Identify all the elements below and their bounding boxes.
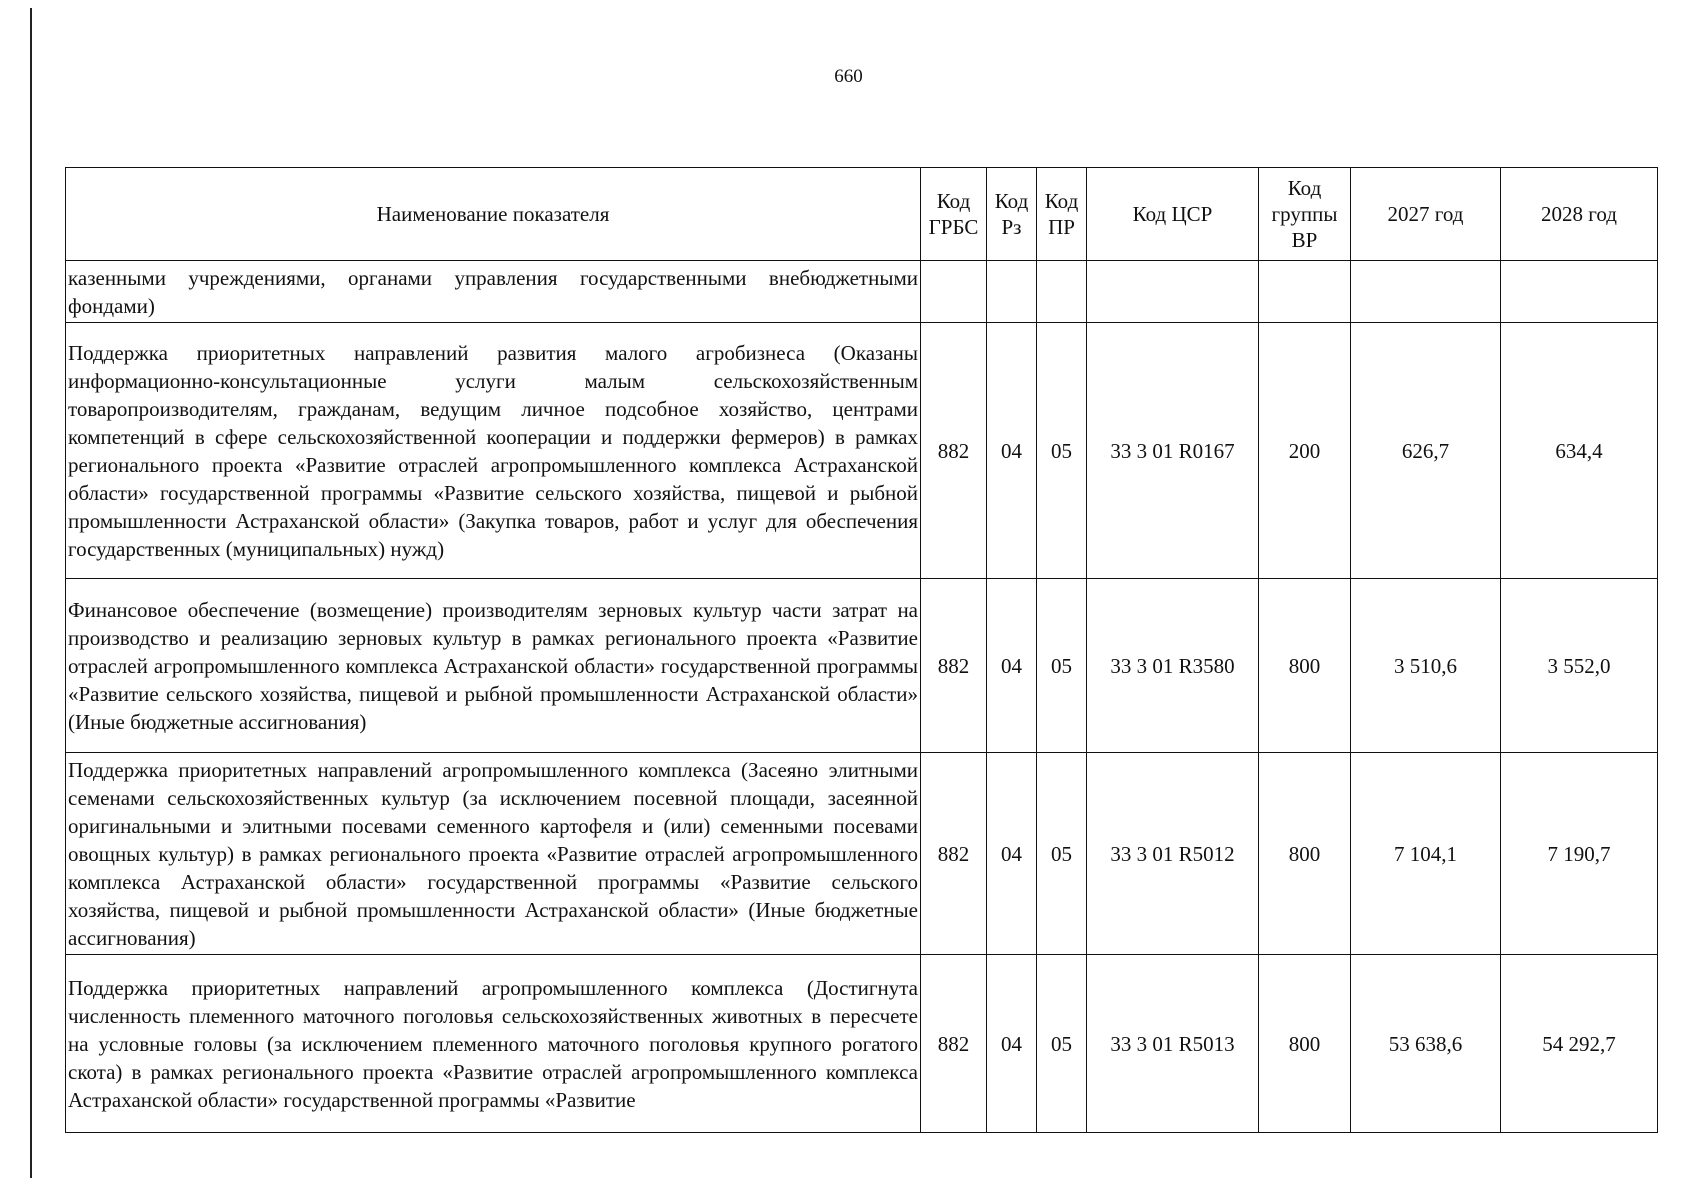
row-2028: 3 552,0	[1501, 579, 1658, 753]
row-2027: 53 638,6	[1351, 955, 1501, 1133]
header-csr: Код ЦСР	[1087, 168, 1259, 261]
row-name: Финансовое обеспечение (возмещение) производителям зерновых культур части затрат на производство и реализацию зерновых культур в рамках регионального проекта «Развитие отраслей агропромышленного комплекса Астраханской области» государственной программы «Развитие сельского хозяйства, пищевой и рыбной промышленности Астраханской области» (Иные бюджетные ассигнования)	[66, 579, 921, 753]
table-row	[66, 753, 1658, 955]
page-number: 660	[834, 66, 863, 87]
row-2027	[1351, 261, 1501, 323]
table-row	[66, 323, 1658, 579]
row-csr: 33 3 01 R5012	[1087, 753, 1259, 955]
row-2027: 7 104,1	[1351, 753, 1501, 955]
header-2028: 2028 год	[1501, 168, 1658, 261]
row-rz: 04	[987, 955, 1037, 1133]
row-vr: 800	[1259, 753, 1351, 955]
header-pr: Код ПР	[1037, 168, 1087, 261]
row-2028: 7 190,7	[1501, 753, 1658, 955]
row-vr: 800	[1259, 579, 1351, 753]
table-row	[66, 955, 1658, 1133]
row-grbs: 882	[921, 753, 987, 955]
row-rz	[987, 261, 1037, 323]
row-rz: 04	[987, 579, 1037, 753]
row-rz: 04	[987, 323, 1037, 579]
row-pr	[1037, 261, 1087, 323]
row-2028: 54 292,7	[1501, 955, 1658, 1133]
row-grbs	[921, 261, 987, 323]
row-pr: 05	[1037, 579, 1087, 753]
table-row	[66, 261, 1658, 323]
row-csr: 33 3 01 R3580	[1087, 579, 1259, 753]
header-vr: Код группы ВР	[1259, 168, 1351, 261]
row-grbs: 882	[921, 323, 987, 579]
table-header-row	[66, 168, 1658, 261]
row-2028: 634,4	[1501, 323, 1658, 579]
row-name: Поддержка приоритетных направлений агропромышленного комплекса (Достигнута численность племенного маточного поголовья сельскохозяйственных животных в пересчете на условные головы (за исключением племенного маточного поголовья крупного рогатого скота) в рамках регионального проекта «Развитие отраслей агропромышленного комплекса Астраханской области» государственной программы «Развитие	[66, 955, 921, 1133]
row-vr: 800	[1259, 955, 1351, 1133]
row-vr	[1259, 261, 1351, 323]
row-pr: 05	[1037, 323, 1087, 579]
row-pr: 05	[1037, 955, 1087, 1133]
row-csr	[1087, 261, 1259, 323]
row-name: Поддержка приоритетных направлений развития малого агробизнеса (Оказаны информационно-консультационные услуги малым сельскохозяйственным товаропроизводителям, гражданам, ведущим личное подсобное хозяйство, центрами компетенций в сфере сельскохозяйственной кооперации и поддержки фермеров) в рамках регионального проекта «Развитие отраслей агропромышленного комплекса Астраханской области» государственной программы «Развитие сельского хозяйства, пищевой и рыбной промышленности Астраханской области» (Закупка товаров, работ и услуг для обеспечения государственных (муниципальных) нужд)	[66, 323, 921, 579]
header-grbs: Код ГРБС	[921, 168, 987, 261]
header-name: Наименование показателя	[66, 168, 921, 261]
table-row	[66, 579, 1658, 753]
page-margin-line	[30, 8, 32, 1178]
row-name: казенными учреждениями, органами управления государственными внебюджетными фондами)	[66, 261, 921, 323]
row-rz: 04	[987, 753, 1037, 955]
row-vr: 200	[1259, 323, 1351, 579]
row-2027: 3 510,6	[1351, 579, 1501, 753]
row-csr: 33 3 01 R5013	[1087, 955, 1259, 1133]
row-csr: 33 3 01 R0167	[1087, 323, 1259, 579]
row-grbs: 882	[921, 955, 987, 1133]
header-rz: Код Рз	[987, 168, 1037, 261]
row-pr: 05	[1037, 753, 1087, 955]
row-2028	[1501, 261, 1658, 323]
header-2027: 2027 год	[1351, 168, 1501, 261]
row-name: Поддержка приоритетных направлений агропромышленного комплекса (Засеяно элитными семенами сельскохозяйственных культур (за исключением посевной площади, засеянной оригинальными и элитными посевами семенного картофеля и (или) семенными посевами овощных культур) в рамках регионального проекта «Развитие отраслей агропромышленного комплекса Астраханской области» государственной программы «Развитие сельского хозяйства, пищевой и рыбной промышленности Астраханской области» (Иные бюджетные ассигнования)	[66, 753, 921, 955]
budget-table	[65, 167, 1658, 1133]
row-grbs: 882	[921, 579, 987, 753]
row-2027: 626,7	[1351, 323, 1501, 579]
